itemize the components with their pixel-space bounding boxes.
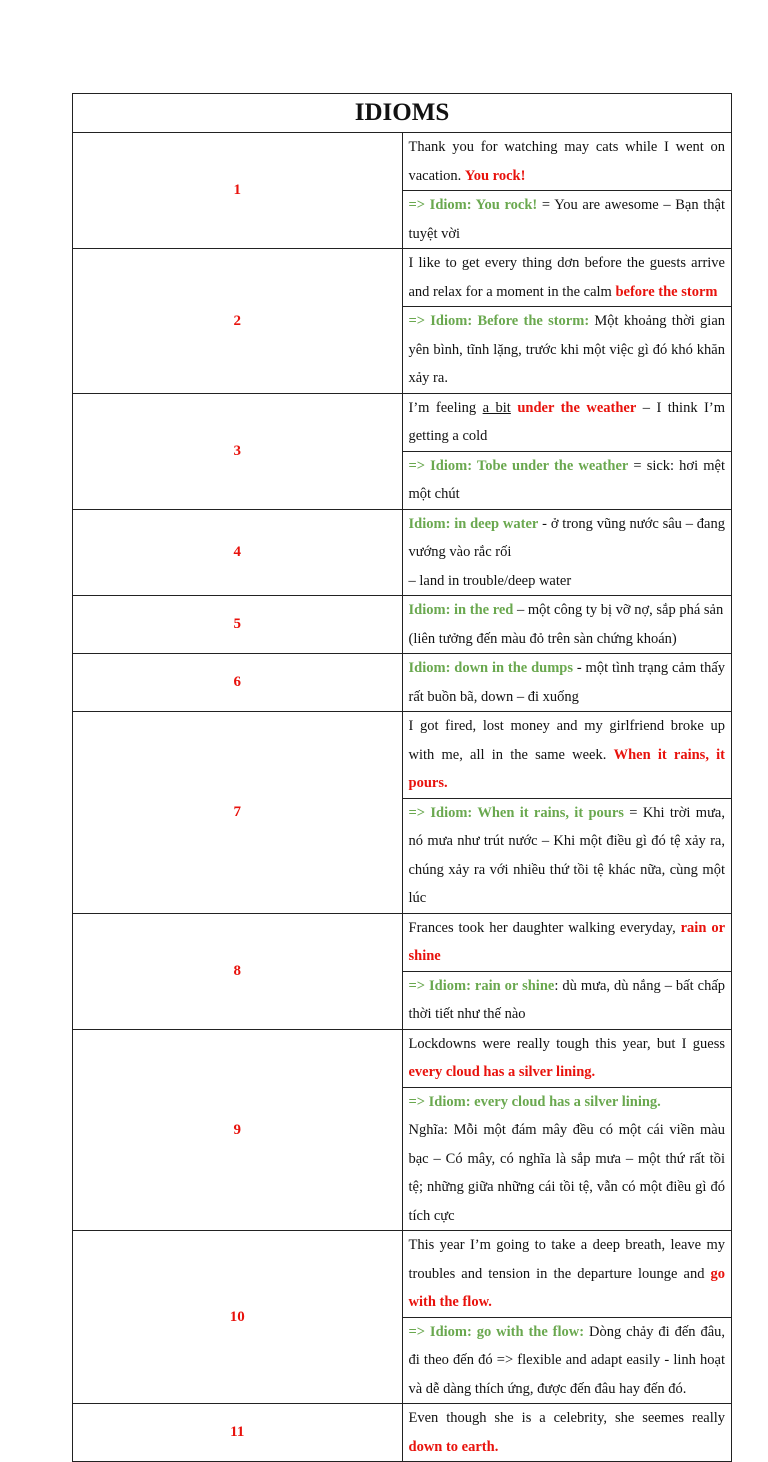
text-run: : dù mưa, dù nắng – bất chấp thời tiết như thế nào [408, 977, 726, 1022]
text-run: I like to get every thing dơn before the guests arrive and relax for a moment in the calm [408, 255, 725, 300]
table-row [73, 913, 732, 971]
text-run: – I think I’m getting a cold [408, 399, 725, 444]
idiom-label: => Idiom: You rock! [408, 197, 538, 213]
idiom-label: => Idiom: When it rains, it pours [408, 804, 624, 821]
highlight-text: under the weather [517, 399, 637, 416]
row-number: 7 [73, 712, 403, 914]
idiom-label: => Idiom: every cloud has a silver lining. [408, 1093, 661, 1110]
idioms-table [72, 93, 732, 1462]
highlight-text: You rock! [464, 167, 526, 184]
text-run: Lockdowns were really tough this year, but I guess [408, 1035, 725, 1052]
row-number: 2 [73, 249, 403, 394]
highlight-text: When it rains, it pours. [408, 746, 726, 791]
idiom-cell [402, 798, 732, 913]
row-number: 3 [73, 393, 403, 509]
text-run: Even though she is a celebrity, she seemes really [408, 1410, 725, 1426]
table-row [73, 1029, 732, 1087]
idiom-cell [402, 249, 732, 307]
table-row [73, 1231, 732, 1318]
idiom-label: => Idiom: go with the flow: [408, 1323, 585, 1340]
table-row [73, 596, 732, 654]
idiom-cell [402, 451, 732, 509]
text-run: = You are awesome – Bạn thật tuyệt vời [408, 197, 725, 242]
idiom-cell [402, 712, 732, 799]
text-run: = sick: hơi mệt một chút [408, 457, 725, 502]
idiom-label: Idiom: in deep water [408, 515, 539, 532]
idiom-cell [402, 1029, 732, 1087]
text-run: Frances took her daughter walking everyday, [408, 919, 681, 936]
table-row [73, 712, 732, 799]
idiom-cell [402, 913, 732, 971]
idiom-cell [402, 191, 732, 249]
text-run: - ở trong vũng nước sâu – đang vướng vào rắc rối [408, 515, 725, 560]
idiom-cell [402, 971, 732, 1029]
row-number: 4 [73, 509, 403, 596]
text-run: – một công ty bị vỡ nợ, sắp phá sản [513, 602, 724, 618]
row-number: 6 [73, 654, 403, 712]
idiom-cell [402, 1317, 732, 1404]
row-number: 10 [73, 1231, 403, 1404]
idiom-label: => Idiom: Before the storm: [408, 313, 590, 329]
table-row [73, 509, 732, 596]
idiom-cell [402, 307, 732, 394]
text-run: Nghĩa: Mỗi một đám mây đều có một cái viền màu bạc – Có mây, có nghĩa là sắp mưa – một thứ rất tồi tệ; những giữa những cái tồi tệ, vẫn có một điều gì đó tích cực [408, 1122, 725, 1224]
highlight-text: every cloud has a silver lining. [408, 1064, 596, 1080]
idiom-cell [402, 393, 732, 451]
text-run: Thank you for watching may cats while I went on vacation. [408, 139, 725, 184]
idiom-cell [402, 1404, 732, 1462]
text-run: = Khi trời mưa, nó mưa như trút nước – Khi một điều gì đó tệ xảy ra, chúng xảy ra với nhiều thứ tồi tệ khác nữa, cùng một lúc [408, 804, 725, 906]
text-run: a bit [482, 399, 511, 416]
text-run: - một tình trạng cảm thấy rất buồn bã, down – đi xuống [408, 660, 726, 705]
row-number: 5 [73, 596, 403, 654]
text-run: This year I’m going to take a deep breath, leave my troubles and tension in the departure lounge and [408, 1237, 725, 1282]
title-row [73, 94, 732, 133]
text-run: Dòng chảy đi đến đâu, đi theo đến đó => flexible and adapt easily - linh hoạt và dễ dàng thích ứng, được đến đâu hay đến đó. [408, 1323, 726, 1397]
row-number: 8 [73, 913, 403, 1029]
page-title: IDIOMS [73, 94, 732, 133]
row-number: 9 [73, 1029, 403, 1231]
highlight-text: before the storm [615, 283, 718, 300]
idiom-label: Idiom: down in the dumps [408, 660, 574, 676]
idiom-label: Idiom: in the red [408, 602, 514, 618]
idiom-label: => Idiom: Tobe under the weather [408, 457, 629, 474]
idiom-cell [402, 133, 732, 191]
table-row [73, 1404, 732, 1462]
idiom-cell [402, 1231, 732, 1318]
highlight-text: rain or shine [408, 919, 726, 964]
idiom-cell [402, 654, 732, 712]
highlight-text: go with the flow. [408, 1265, 725, 1310]
table-row [73, 133, 732, 191]
table-row [73, 249, 732, 307]
table-row [73, 654, 732, 712]
text-run: (liên tưởng đến màu đỏ trên sàn chứng khoán) [408, 630, 677, 647]
text-run: I got fired, lost money and my girlfriend broke up with me, all in the same week. [408, 718, 725, 763]
highlight-text: down to earth. [408, 1438, 499, 1455]
text-run: I’m feeling [408, 399, 483, 416]
idiom-cell [402, 596, 732, 654]
idiom-cell [402, 1087, 732, 1231]
row-number: 1 [73, 133, 403, 249]
text-run: Một khoảng thời gian yên bình, tĩnh lặng, trước khi một việc gì đó khó khăn xảy ra. [408, 313, 725, 386]
table-row [73, 393, 732, 451]
row-number: 11 [73, 1404, 403, 1462]
idiom-label: => Idiom: rain or shine [408, 977, 555, 994]
text-run: – land in trouble/deep water [408, 572, 572, 589]
idiom-cell [402, 509, 732, 596]
